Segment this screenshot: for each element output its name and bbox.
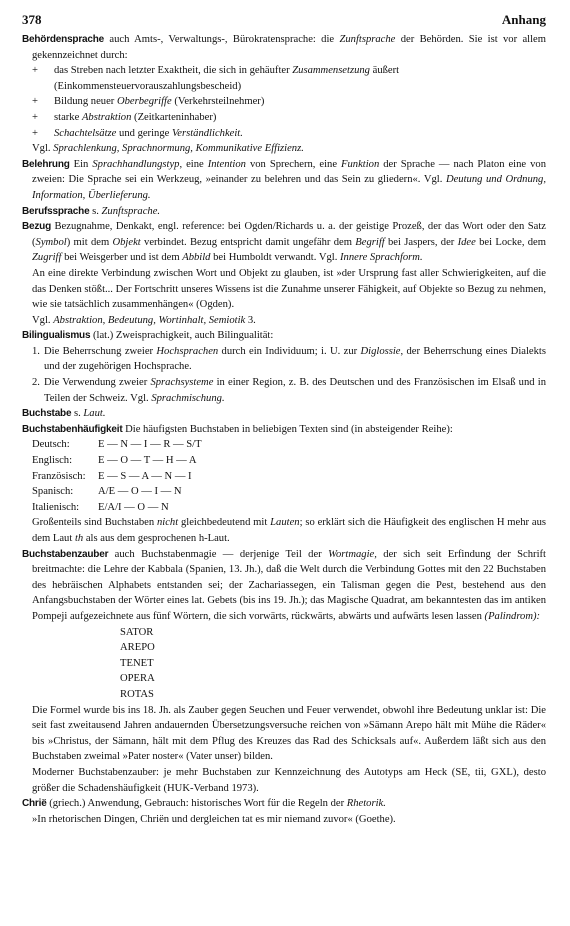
quote-paragraph: An eine direkte Verbindung zwischen Wort und Objekt zu glauben, ist »der Ursprung fast aller Schwierigkeiten, auf die das Denken stößt... Der Fortschritt unseres Wissens ist die Zunahme unserer Fähigkeit, auf Objekte so Bezug zu nehmen, wie sie tatsächlich zusammenhängen« (Ogden). xyxy=(32,267,546,311)
list-item: + Schachtelsätze und geringe Verständlichkeit. xyxy=(32,127,243,139)
headword: Buchstabe xyxy=(22,408,72,420)
frequency-row: Französisch: E — S — A — N — I xyxy=(32,470,192,482)
headword: Bilingualismus xyxy=(22,330,91,342)
entry-chrie xyxy=(22,796,546,827)
entry-berufssprache xyxy=(22,204,546,220)
section-title: Anhang xyxy=(501,12,546,27)
headword: Chrië xyxy=(22,798,47,810)
headword: Behördensprache xyxy=(22,34,105,45)
headword: Berufssprache xyxy=(22,205,90,217)
headword: Bezug xyxy=(22,221,52,233)
page-number: 378 xyxy=(22,12,42,27)
palindrome-word: ROTAS xyxy=(120,688,154,700)
entry-behoerdensprache xyxy=(22,32,546,157)
palindrome-word: TENET xyxy=(120,657,154,669)
entry-belehrung xyxy=(22,157,546,204)
frequency-row: Deutsch: E — N — I — R — S/T xyxy=(32,439,202,451)
frequency-row: Englisch: E — O — T — H — A xyxy=(32,455,197,467)
palindrome-word: AREPO xyxy=(120,642,155,654)
palindrome-word: OPERA xyxy=(120,673,155,685)
entry-text: Bilingualismus (lat.) Zweisprachigkeit, auch Bilingualität: xyxy=(22,330,274,342)
entry-paragraph: Die Formel wurde bis ins 18. Jh. als Zauber gegen Seuchen und Feuer verwendet, obwohl ihre Bedeutung unklar ist: Die seit fast zweitausend Jahren andauernden Übersetzungsversuche reichen von »Sämann Arepo hält mit Mühe die Räder« bis »Christus, der Sämann, hält mit dem Pflug des Kreuzes das Rad des Schicksals auf«. Außerdem läßt sich aus den Buchstaben zweimal »Pater noster« (Vater unser) bilden. xyxy=(32,704,546,763)
entry-buchstabenhaeufigkeit xyxy=(22,422,546,547)
list-item: + das Streben nach letzter Exaktheit, die sich in gehäufter Zusammensetzung äußert xyxy=(32,65,400,77)
cross-reference: Vgl. Abstraktion, Bedeutung, Wortinhalt, Semiotik 3. xyxy=(32,314,256,326)
entry-text: Behördensprache auch Amts-, Verwaltungs-, Bürokratensprache: die Zunftsprache der Behörden. Sie ist vor allem gekennzeichnet durch: xyxy=(22,34,546,61)
page-header xyxy=(22,10,546,32)
numbered-item: 1. Die Beherrschung zweier Hochsprachen durch ein Individuum; i. U. zur Diglossie, der Beherrschung eines Dialekts und der zugehörigen Hochsprache. xyxy=(32,345,546,373)
entry-text: Buchstabenzauber auch Buchstabenmagie — derjenige Teil der Wortmagie, der sich seit Erfindung der Schrift breitmachte: die Lehre der Kabbala (Spanien, 13. Jh.), daß die Welt durch die Verbindung Gottes mit den 22 Buchstaben des hebräischen Alphabets entstanden sei; der Zachariassegen, ein Talisman gegen die Pest, bestehend aus den Anfangsbuchstaben der Wörter eines lat. Gebets (bis ins 19. Jh.); das Magische Quadrat, am bekanntesten das im antiken Pompeji aufgezeichnete aus fünf Wörtern, die sich vorwärts, rückwärts, abwärts und aufwärts lesen lassen (Palindrom): xyxy=(22,548,546,622)
entry-bezug xyxy=(22,219,546,328)
entry-text: Bezug Bezugnahme, Denkakt, engl. reference: bei Ogden/Richards u. a. der geistige Prozeß, der das Wort oder den Satz (Symbol) mit dem Objekt verbindet. Bezug entspricht damit ungefähr dem Begriff bei Jaspers, der Idee bei Locke, dem Zugriff bei Weisgerber und ist dem Abbild bei Humboldt verwandt. Vgl. Innere Sprachform. xyxy=(22,221,546,264)
frequency-row: Spanisch: A/E — O — I — N xyxy=(32,486,182,498)
entry-text: Belehrung Ein Sprachhandlungstyp, eine Intention von Sprechern, eine Funktion der Sprache — nach Platon eine von zweien: Die Sprache sei ein Werkzeug, »einander zu belehren und das Sein zu gliedern«. Vgl. Deutung und Ordnung, Information, Überlieferung. xyxy=(22,158,547,201)
list-item: + starke Abstraktion (Zeitkarteninhaber) xyxy=(32,111,217,123)
entry-paragraph: Großenteils sind Buchstaben nicht gleichbedeutend mit Lauten; so erklärt sich die Häufigkeit des englischen H mehr aus dem Laut th als aus dem gesprochenen h-Laut. xyxy=(32,517,546,544)
quote-paragraph: »In rhetorischen Dingen, Chriën und dergleichen tat es mir niemand zuvor« (Goethe). xyxy=(32,813,396,825)
entry-paragraph: Moderner Buchstabenzauber: je mehr Buchstaben zur Kennzeichnung des Autotyps am Heck (SE, tii, GXL), desto größer die Schadenshäufigkeit (HUK-Verband 1973). xyxy=(32,766,546,794)
cross-reference: Vgl. Sprachlenkung, Sprachnormung, Kommunikative Effizienz. xyxy=(32,143,304,155)
headword: Belehrung xyxy=(22,158,70,170)
entry-text: Buchstabe s. Laut. xyxy=(22,408,106,420)
palindrome-word: SATOR xyxy=(120,626,154,638)
list-item: (Einkommensteuervorauszahlungsbescheid) xyxy=(54,80,242,92)
entry-bilingualismus xyxy=(22,328,546,406)
entry-buchstabenzauber xyxy=(22,547,546,797)
headword: Buchstabenhäufigkeit xyxy=(22,423,123,435)
entry-text: Chrië (griech.) Anwendung, Gebrauch: historisches Wort für die Regeln der Rhetorik. xyxy=(22,798,386,810)
headword: Buchstabenzauber xyxy=(22,548,109,560)
frequency-table xyxy=(22,437,546,515)
entry-text: Buchstabenhäufigkeit Die häufigsten Buchstaben in beliebigen Texten sind (in absteigender Reihe): xyxy=(22,423,453,435)
numbered-item: 2. Die Verwendung zweier Sprachsysteme in einer Region, z. B. des Deutschen und des Französischen im Elsaß und in Teilen der Schweiz. Vgl. Sprachmischung. xyxy=(32,377,547,404)
list-item: + Bildung neuer Oberbegriffe (Verkehrsteilnehmer) xyxy=(32,96,265,108)
entry-text: Berufssprache s. Zunftsprache. xyxy=(22,205,161,217)
frequency-row: Italienisch: E/A/I — O — N xyxy=(32,501,169,513)
palindrome-square xyxy=(22,625,546,703)
entry-buchstabe xyxy=(22,406,546,422)
